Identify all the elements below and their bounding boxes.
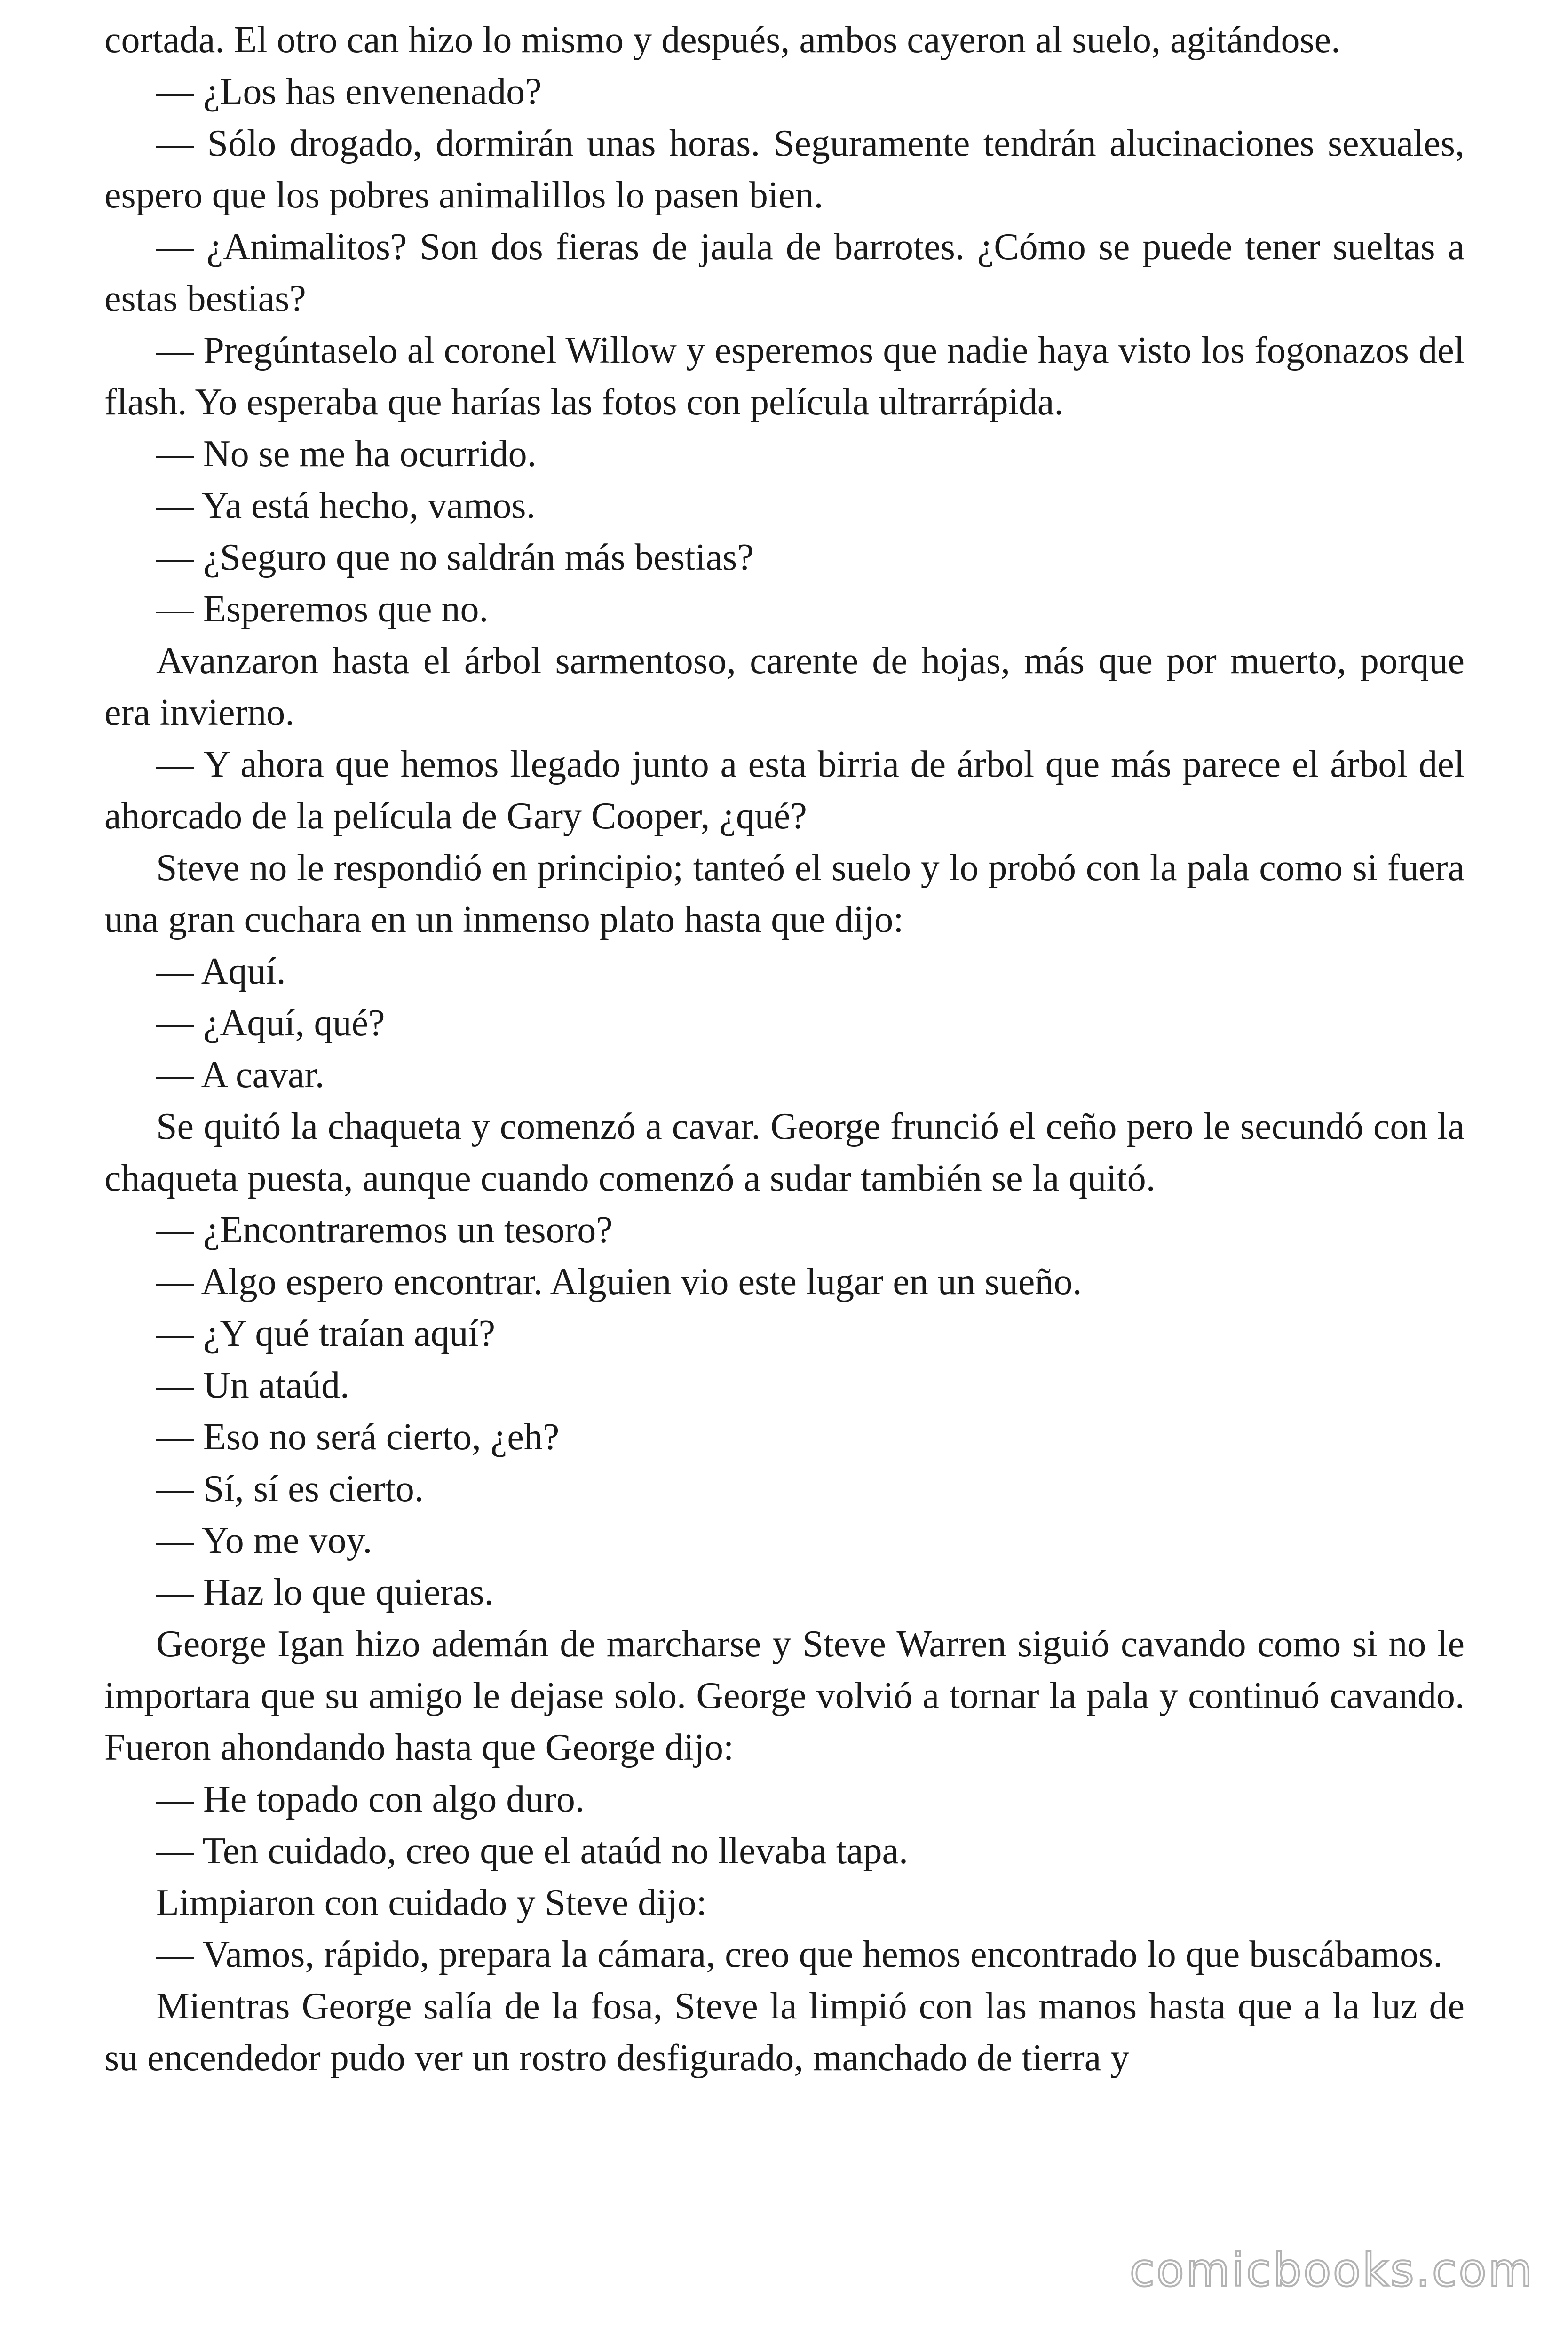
dialogue-line: — Algo espero encontrar. Alguien vio este lugar en un sueño. (156, 1261, 1082, 1303)
dialogue-line: — ¿Y qué traían aquí? (156, 1313, 496, 1354)
dialogue-line: — Esperemos que no. (156, 588, 489, 630)
dialogue-line: — ¿Los has envenenado? (156, 71, 542, 112)
dialogue-line: — Sólo drogado, dormirán unas horas. Seguramente tendrán alucinaciones sexuales, espero que los pobres animalillos lo pasen bien. (104, 123, 1465, 216)
dialogue-line: — Yo me voy. (156, 1520, 372, 1561)
page-text (104, 14, 1465, 2084)
dialogue-line: — ¿Seguro que no saldrán más bestias? (156, 537, 754, 578)
dialogue-line: — Pregúntaselo al coronel Willow y esperemos que nadie haya visto los fogonazos del flash. Yo esperaba que harías las fotos con película ultrarrápida. (104, 330, 1465, 423)
dialogue-line: — Ten cuidado, creo que el ataúd no llevaba tapa. (156, 1830, 908, 1872)
paragraph: Avanzaron hasta el árbol sarmentoso, carente de hojas, más que por muerto, porque era invierno. (104, 640, 1465, 733)
dialogue-line: — Y ahora que hemos llegado junto a esta birria de árbol que más parece el árbol del ahorcado de la película de Gary Cooper, ¿qué? (104, 744, 1465, 837)
dialogue-line: — Ya está hecho, vamos. (156, 485, 536, 526)
dialogue-line: — Haz lo que quieras. (156, 1572, 494, 1613)
paragraph: Mientras George salía de la fosa, Steve la limpió con las manos hasta que a la luz de su encendedor pudo ver un rostro desfigurado, manchado de tierra y (104, 1986, 1465, 2079)
dialogue-line: — Sí, sí es cierto. (156, 1468, 424, 1510)
paragraph: Se quitó la chaqueta y comenzó a cavar. George frunció el ceño pero le secundó con la chaqueta puesta, aunque cuando comenzó a sudar también se la quitó. (104, 1106, 1465, 1199)
dialogue-line: — No se me ha ocurrido. (156, 433, 537, 475)
dialogue-line: — ¿Animalitos? Son dos fieras de jaula de barrotes. ¿Cómo se puede tener sueltas a estas bestias? (104, 226, 1465, 319)
dialogue-line: — Aquí. (156, 951, 286, 992)
dialogue-line: — Un ataúd. (156, 1365, 350, 1406)
dialogue-line: — ¿Encontraremos un tesoro? (156, 1209, 613, 1251)
dialogue-line: — A cavar. (156, 1054, 325, 1096)
dialogue-line: — He topado con algo duro. (156, 1779, 585, 1820)
paragraph: Limpiaron con cuidado y Steve dijo: (156, 1882, 707, 1923)
dialogue-line: — Eso no será cierto, ¿eh? (156, 1416, 560, 1458)
dialogue-line: — ¿Aquí, qué? (156, 1002, 385, 1044)
paragraph: Steve no le respondió en principio; tanteó el suelo y lo probó con la pala como si fuera una gran cuchara en un inmenso plato hasta que dijo: (104, 847, 1465, 940)
watermark-logo: comicbooks.com (1129, 2244, 1534, 2296)
paragraph: cortada. El otro can hizo lo mismo y después, ambos cayeron al suelo, agitándose. (104, 19, 1341, 61)
dialogue-line: — Vamos, rápido, prepara la cámara, creo que hemos encontrado lo que buscábamos. (156, 1934, 1443, 1975)
paragraph: George Igan hizo ademán de marcharse y Steve Warren siguió cavando como si no le importara que su amigo le dejase solo. George volvió a tornar la pala y continuó cavando. Fueron ahondando hasta que George dijo: (104, 1623, 1465, 1768)
